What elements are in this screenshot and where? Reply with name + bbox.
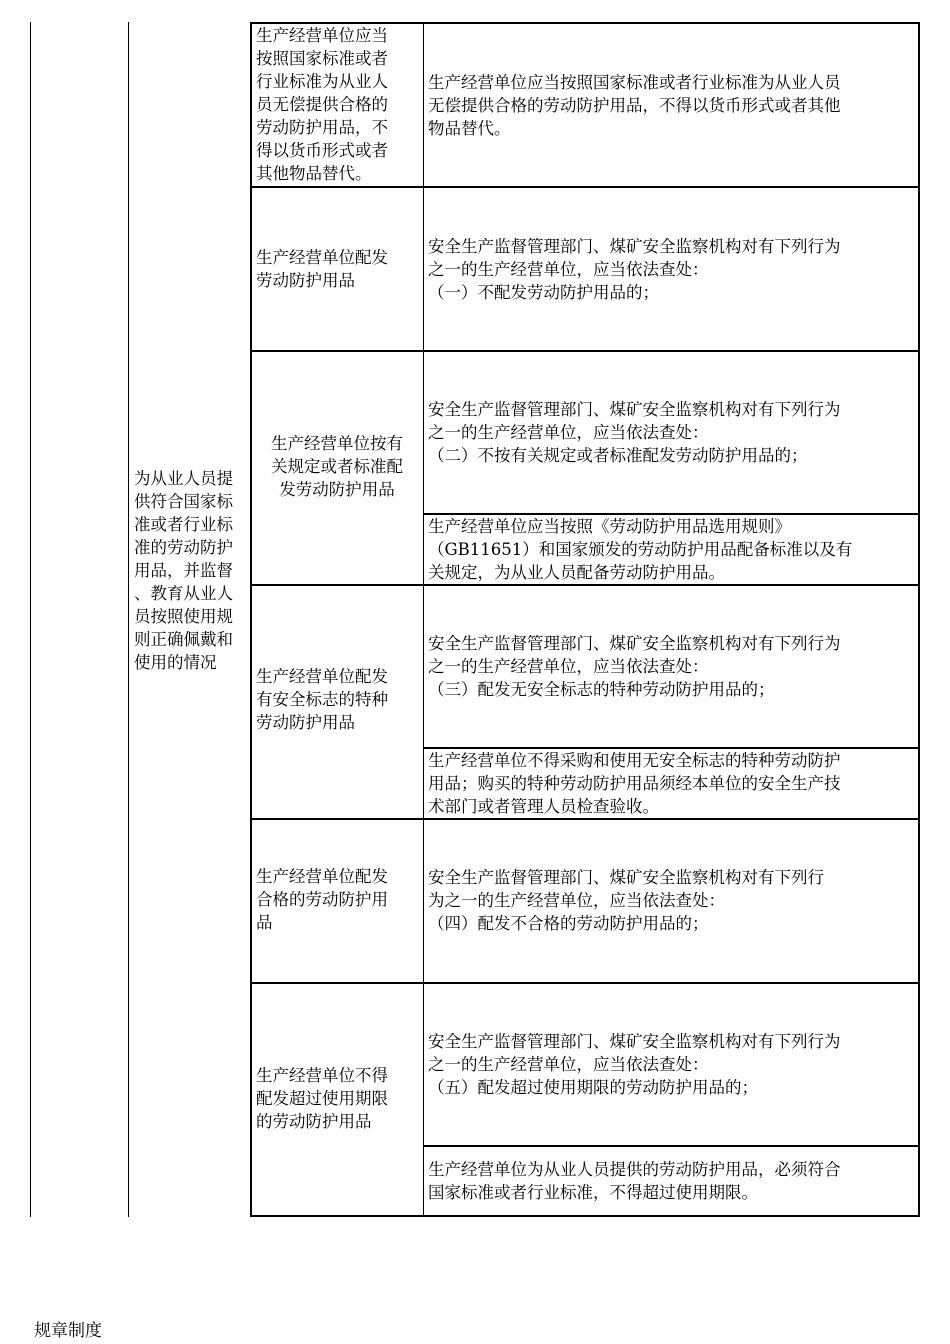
row-line-2: [250, 350, 920, 352]
basis-cell-4a: 安全生产监督管理部门、煤矿安全监察机构对有下列行为 之一的生产经营单位，应当依法查处： （三）配发无安全标志的特种劳动防护用品的；: [428, 634, 841, 699]
row-line-3: [250, 584, 920, 586]
footer-label: 规章制度: [34, 1321, 102, 1341]
basis-cell-6a: 安全生产监督管理部门、煤矿安全监察机构对有下列行为 之一的生产经营单位，应当依法查处： （五）配发超过使用期限的劳动防护用品的；: [428, 1032, 841, 1097]
left-border-line: [30, 22, 31, 1217]
item-cell-4: 生产经营单位配发 有安全标志的特种 劳动防护用品: [256, 667, 388, 732]
basis-cell-3b: 生产经营单位应当按照《劳动防护用品选用规则》 （GB11651）和国家颁发的劳动防护用品配备标准以及有 关规定，为从业人员配备劳动防护用品。: [428, 517, 853, 582]
basis-cell-2: 安全生产监督管理部门、煤矿安全监察机构对有下列行为 之一的生产经营单位，应当依法查处： （一）不配发劳动防护用品的；: [428, 237, 841, 302]
basis-left-line: [423, 22, 424, 1217]
right-border-line: [918, 22, 920, 1217]
basis-cell-6b: 生产经营单位为从业人员提供的劳动防护用品，必须符合 国家标准或者行业标准，不得超过使用期限。: [428, 1160, 841, 1202]
category-left-line: [128, 22, 129, 1217]
basis-cell-3a: 安全生产监督管理部门、煤矿安全监察机构对有下列行为 之一的生产经营单位，应当依法查处： （二）不按有关规定或者标准配发劳动防护用品的；: [428, 400, 841, 465]
item-cell-3: 生产经营单位按有 关规定或者标准配 发劳动防护用品: [271, 434, 403, 499]
row-line-6a: [423, 1145, 920, 1147]
item-cell-1: 生产经营单位应当 按照国家标准或者 行业标准为从业人 员无偿提供合格的 劳动防护用品，不 得以货币形式或者 其他物品替代。: [256, 26, 388, 183]
basis-cell-4b: 生产经营单位不得采购和使用无安全标志的特种劳动防护 用品；购买的特种劳动防护用品须经本单位的安全生产技 术部门或者管理人员检查验收。: [428, 751, 841, 816]
row-line-4: [250, 818, 920, 820]
row-line-bottom: [250, 1215, 920, 1217]
category-cell: 为从业人员提 供符合国家标 准或者行业标 准的劳动防护 用品，并监督 、教育从业人 员按照使用规 则正确佩戴和 使用的情况: [134, 469, 233, 672]
item-cell-5: 生产经营单位配发 合格的劳动防护用 品: [256, 867, 388, 932]
item-cell-6: 生产经营单位不得 配发超过使用期限 的劳动防护用品: [256, 1066, 388, 1131]
row-line-1: [250, 186, 920, 188]
basis-cell-5: 安全生产监督管理部门、煤矿安全监察机构对有下列行 为之一的生产经营单位，应当依法查处： （四）配发不合格的劳动防护用品的；: [428, 868, 824, 933]
item-cell-2: 生产经营单位配发 劳动防护用品: [256, 248, 388, 290]
basis-cell-1: 生产经营单位应当按照国家标准或者行业标准为从业人员 无偿提供合格的劳动防护用品，不得以货币形式或者其他 物品替代。: [428, 73, 841, 138]
row-line-5: [250, 982, 920, 984]
